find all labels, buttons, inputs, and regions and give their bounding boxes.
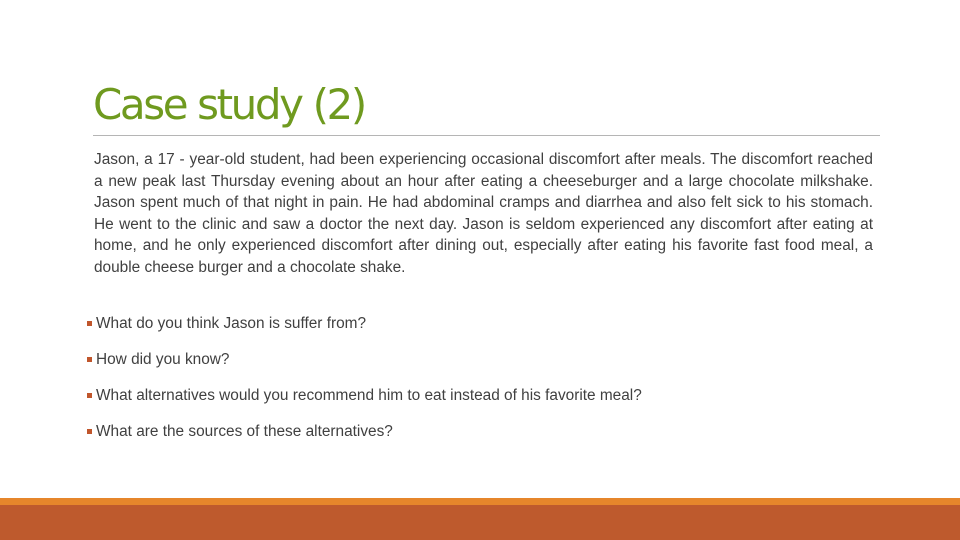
slide-title: Case study (2) xyxy=(93,80,365,129)
footer-bar xyxy=(0,498,960,540)
question-item xyxy=(87,349,887,385)
square-bullet-icon xyxy=(87,357,92,362)
question-text: What alternatives would you recommend him to eat instead of his favorite meal? xyxy=(96,387,642,404)
question-list xyxy=(87,313,887,457)
question-item xyxy=(87,385,887,421)
question-text: How did you know? xyxy=(96,351,230,368)
question-item xyxy=(87,313,887,349)
question-item xyxy=(87,421,887,457)
case-study-paragraph: Jason, a 17 - year-old student, had been experiencing occasional discomfort after meals. The discomfort reached a new peak last Thursday evening about an hour after eating a cheeseburger and a large chocolate milkshake. Jason spent much of that night in pain. He had abdominal cramps and diarrhea and also felt sick to his stomach. He went to the clinic and saw a doctor the next day. Jason is seldom experienced any discomfort after eating at home, and he only experienced discomfort after dining out, especially after eating his favorite fast food meal, a double cheese burger and a chocolate shake. xyxy=(94,151,873,276)
square-bullet-icon xyxy=(87,393,92,398)
title-divider xyxy=(93,135,880,136)
square-bullet-icon xyxy=(87,321,92,326)
question-text: What are the sources of these alternatives? xyxy=(96,423,393,440)
square-bullet-icon xyxy=(87,429,92,434)
question-text: What do you think Jason is suffer from? xyxy=(96,315,367,332)
footer-accent-stripe xyxy=(0,498,960,505)
